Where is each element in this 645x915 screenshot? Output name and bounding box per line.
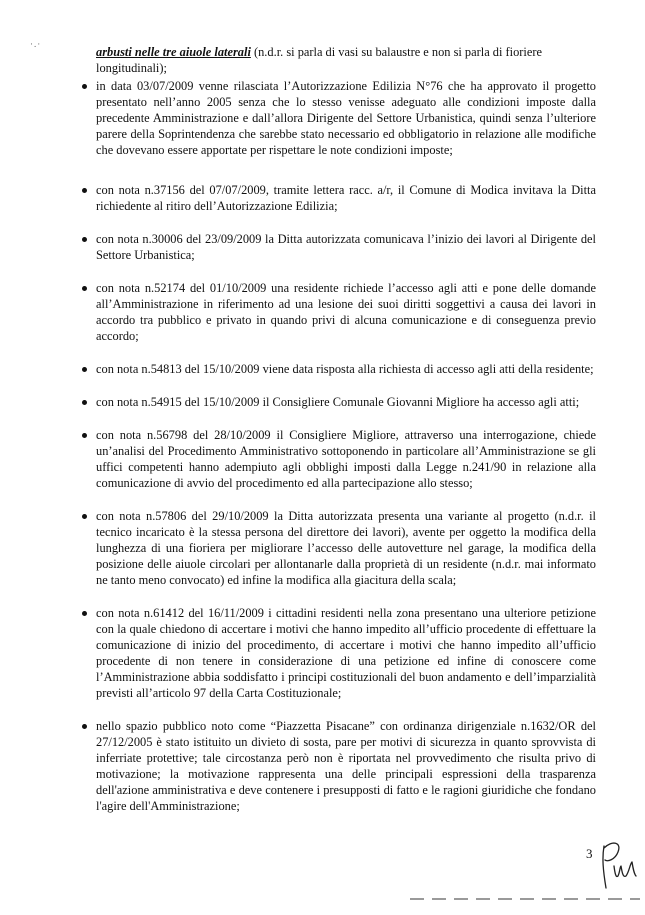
list-item: [96, 231, 596, 263]
bullet-dot-icon: [82, 433, 87, 438]
list-item-text: in data 03/07/2009 venne rilasciata l’Autorizzazione Edilizia N°76 che ha approvato il progetto presentato nell’anno 2005 senza che lo stesso venisse adeguato alle condizioni imposte dalla precedente Amministrazione e dall’allora Dirigente del Settore Urbanistica, quindi senza l’ulteriore parere della Soprintendenza che sarebbe stato necessario ed obbligatorio in relazione alle modifiche che dovevano essere apportate per rispettare le note condizioni imposte;: [96, 79, 596, 157]
bullet-dot-icon: [82, 514, 87, 519]
bullet-dot-icon: [82, 400, 87, 405]
scan-mark: ·.·: [30, 39, 42, 49]
list-item: [96, 78, 596, 158]
page-number: 3: [586, 846, 593, 861]
list-item: [96, 508, 596, 588]
lead-emphasis: arbusti nelle tre aiuole laterali: [96, 45, 251, 59]
list-item: [96, 427, 596, 491]
bullet-dot-icon: [82, 237, 87, 242]
list-item-text: con nota n.30006 del 23/09/2009 la Ditta autorizzata comunicava l’inizio dei lavori al Dirigente del Settore Urbanistica;: [96, 232, 596, 262]
bullet-dot-icon: [82, 367, 87, 372]
list-item-text: con nota n.52174 del 01/10/2009 una residente richiede l’accesso agli atti e pone delle domande all’Amministrazione in riferimento ad una lesione dei suoi diritti soggettivi a causa dei lavori in accordo tra pubblico e privato in quando privi di alcuna comunicazione e di conseguenza previo accordo;: [96, 281, 596, 343]
list-item: [96, 361, 596, 377]
document-body: [96, 44, 596, 814]
list-item-text: con nota n.61412 del 16/11/2009 i cittadini residenti nella zona presentano una ulteriore petizione con la quale chiedono di accertare i motivi che hanno impedito all’ufficio procedente di effettuare la comunicazione di inizio del procedimento, di accertare i motivi che hanno impedito all’ufficio procedente di non tenere in considerazione di una petizione ed infine di conoscere come l’Amministrazione abbia soddisfatto i principi costituzionali del buon andamento e dell’imparzialità previsti all’articolo 97 della Carta Costituzionale;: [96, 606, 596, 700]
bullet-dot-icon: [82, 84, 87, 89]
lead-text: (n.d.r. si parla di vasi su balaustre e non si parla di fioriere longitudinali);: [96, 45, 542, 75]
bullet-dot-icon: [82, 188, 87, 193]
list-item: [96, 605, 596, 701]
lead-paragraph: [96, 44, 596, 76]
bullet-dot-icon: [82, 286, 87, 291]
bullet-list: [96, 78, 596, 814]
list-item: [96, 394, 596, 410]
list-item-text: con nota n.54915 del 15/10/2009 il Consigliere Comunale Giovanni Migliore ha accesso agli atti;: [96, 395, 580, 409]
list-item-text: con nota n.37156 del 07/07/2009, tramite lettera racc. a/r, il Comune di Modica invitava la Ditta richiedente al ritiro dell’Autorizzazione Edilizia;: [96, 183, 596, 213]
list-item-text: con nota n.57806 del 29/10/2009 la Ditta autorizzata presenta una variante al progetto (n.d.r. il tecnico incaricato è la stessa persona del direttore dei lavori), avente per oggetto la modifica della lunghezza di una fioriera per migliorare l’accesso delle autovetture nel garage, la modifica della posizione delle aiuole circolari per allontanarle dalla proprietà di un residente (n.d.r. mai informato ne tanto meno convocato) ed infine la modifica alla giacitura della scala;: [96, 509, 596, 587]
bullet-dot-icon: [82, 724, 87, 729]
footer-dashed-line: [410, 898, 640, 900]
signature-initials: [598, 836, 642, 894]
list-item: [96, 182, 596, 214]
list-item-text: nello spazio pubblico noto come “Piazzetta Pisacane” con ordinanza dirigenziale n.1632/OR del 27/12/2005 è stato istituito un divieto di sosta, pare per motivi di sicurezza in quanto sprovvista di inferriate protettive; tale circostanza però non è riportata nel provvedimento che risulta privo di motivazione; la motivazione rappresenta una delle principali espressioni della trasparenza dell'azione amministrativa e deve contenere i presupposti di fatto e le ragioni giuridiche che fondano l'agire dell'Amministrazione;: [96, 719, 596, 813]
list-item: [96, 718, 596, 814]
list-item-text: con nota n.56798 del 28/10/2009 il Consigliere Migliore, attraverso una interrogazione, chiede un’analisi del Procedimento Amministrativo sottoponendo in particolare all’Amministrazione se gli uffici competenti hanno adempiuto agli obblighi imposti dalla Legge n.241/90 in relazione alla comunicazione di avvio del procedimento ed alla partecipazione allo stesso;: [96, 428, 596, 490]
bullet-dot-icon: [82, 611, 87, 616]
list-item: [96, 280, 596, 344]
list-item-text: con nota n.54813 del 15/10/2009 viene data risposta alla richiesta di accesso agli atti della residente;: [96, 362, 594, 376]
